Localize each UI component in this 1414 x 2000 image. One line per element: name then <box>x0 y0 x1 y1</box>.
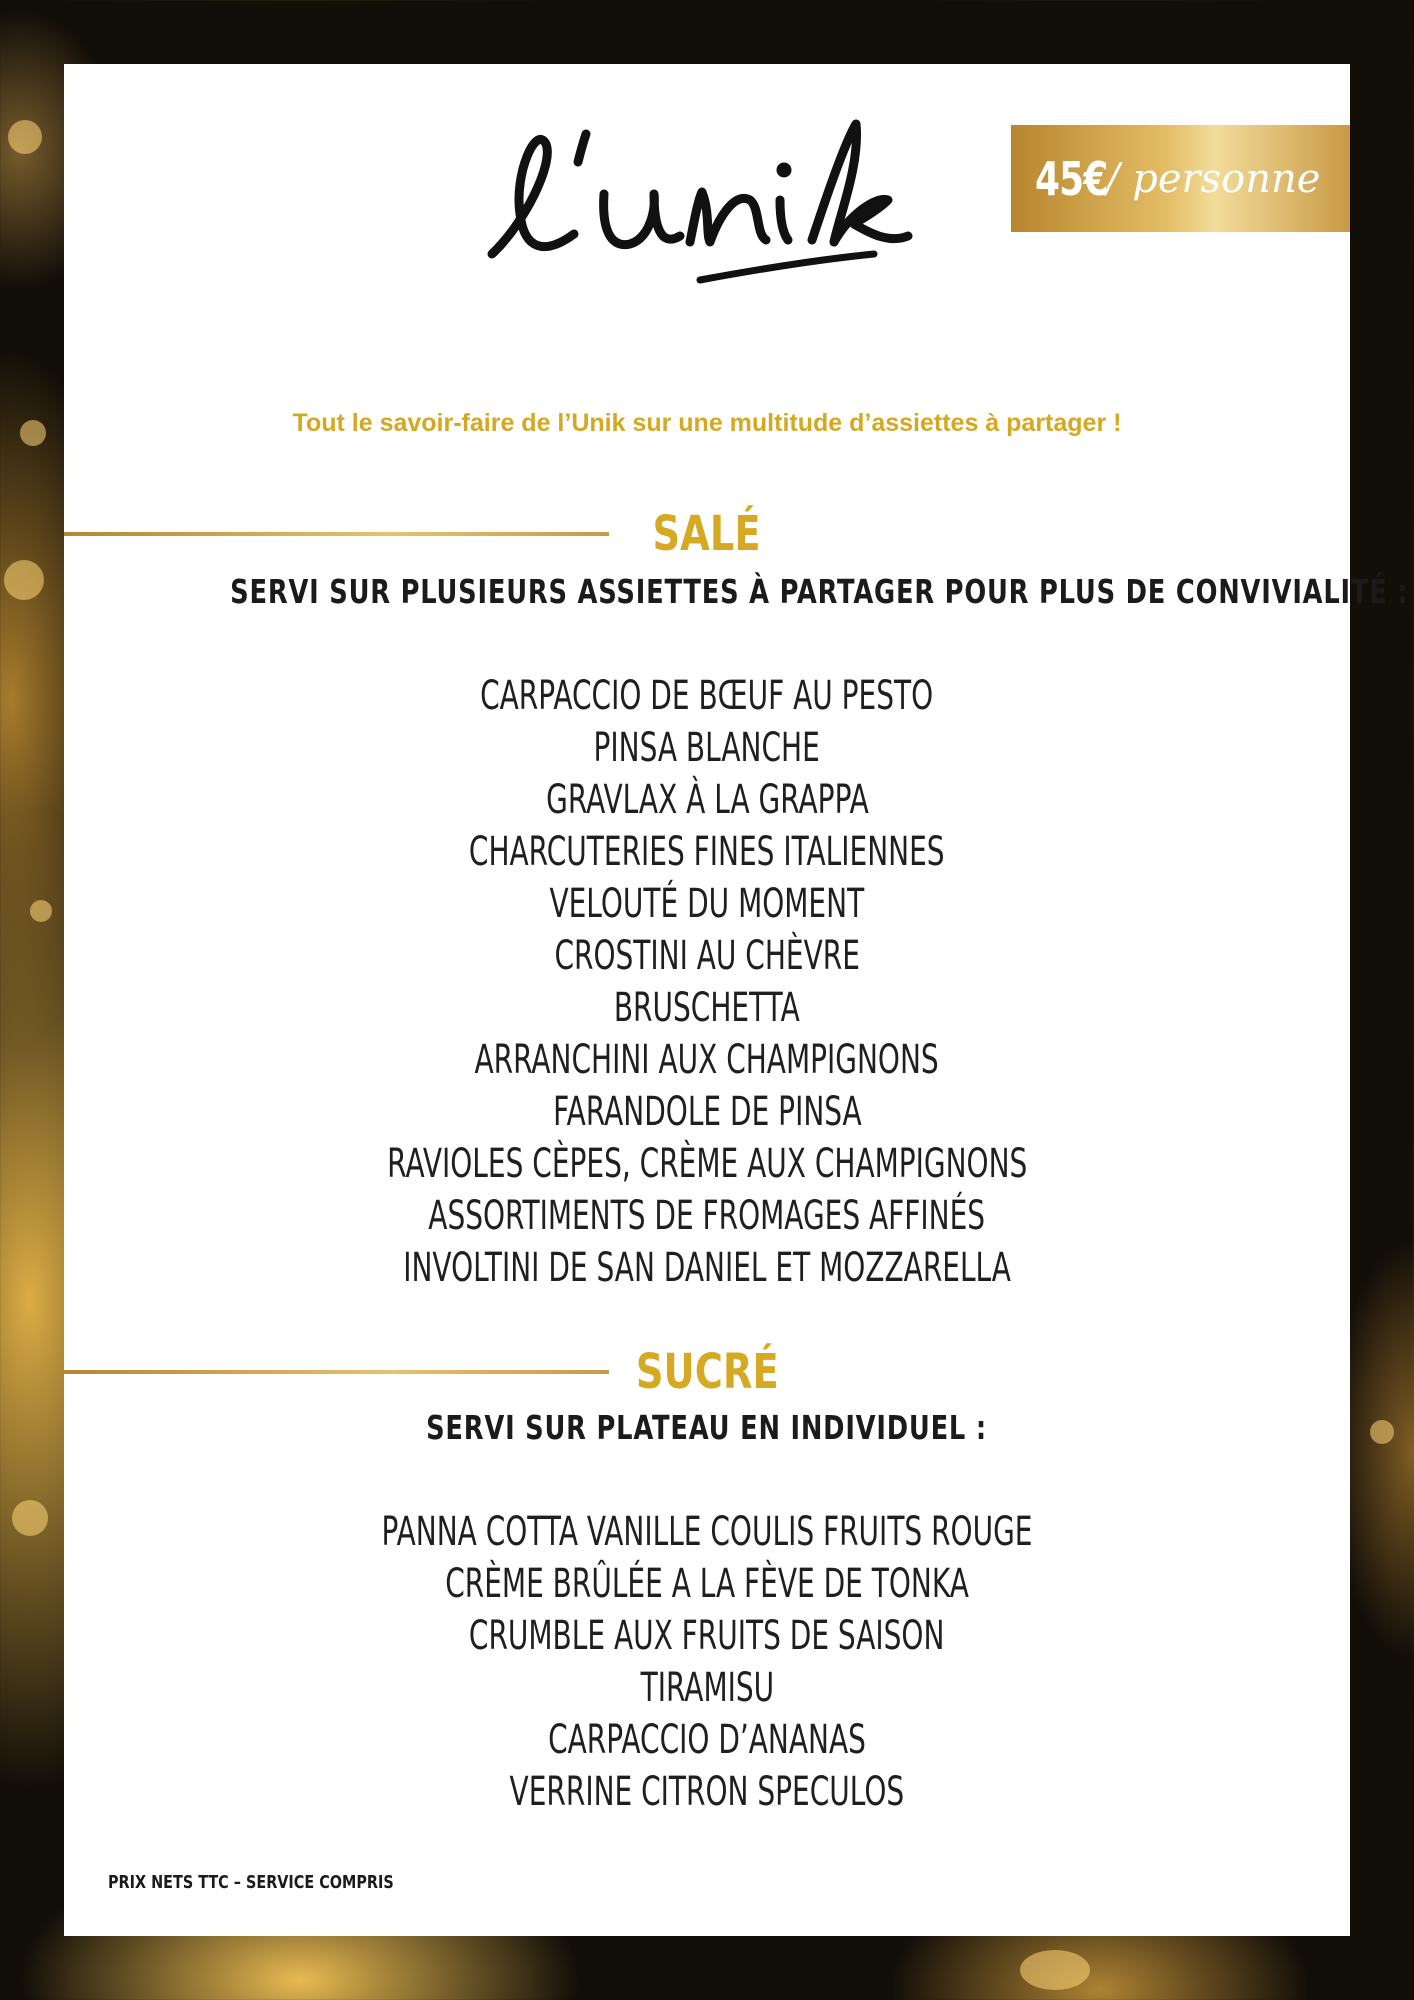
menu-item <box>64 774 1350 826</box>
menu-item-label: FARANDOLE DE PINSA <box>552 1089 862 1135</box>
menu-item <box>64 1610 1350 1662</box>
bokeh-light <box>20 420 46 446</box>
menu-item-label: CRÈME BRÛLÉE A LA FÈVE DE TONKA <box>445 1561 969 1607</box>
menu-item-label: CROSTINI AU CHÈVRE <box>554 933 860 979</box>
menu-item-label: INVOLTINI DE SAN DANIEL ET MOZZARELLA <box>403 1245 1011 1291</box>
sale-items-list <box>64 670 1350 1294</box>
page-title-text: APÉRITIVO <box>545 332 869 409</box>
bokeh-light <box>1020 1950 1090 1990</box>
menu-item-label: TIRAMISU <box>640 1665 774 1711</box>
unik-logo <box>484 104 924 284</box>
menu-item-label: CARPACCIO DE BŒUF AU PESTO <box>480 673 934 719</box>
menu-item-label: RAVIOLES CÈPES, CRÈME AUX CHAMPIGNONS <box>386 1141 1028 1187</box>
menu-item-label: ARRANCHINI AUX CHAMPIGNONS <box>474 1037 940 1083</box>
menu-item <box>64 1138 1350 1190</box>
menu-item <box>64 1034 1350 1086</box>
menu-item-label: ASSORTIMENTS DE FROMAGES AFFINÉS <box>428 1193 986 1239</box>
footer-note: PRIX NETS TTC – SERVICE COMPRIS <box>108 1872 394 1893</box>
menu-item-label: CHARCUTERIES FINES ITALIENNES <box>469 829 945 875</box>
price-amount: 45€ <box>1035 151 1108 206</box>
price-unit: / personne <box>1106 155 1321 202</box>
menu-item <box>64 1662 1350 1714</box>
menu-item <box>64 1086 1350 1138</box>
section-title-sale-text: SALÉ <box>652 506 762 562</box>
menu-item <box>64 1506 1350 1558</box>
bokeh-light <box>8 120 42 154</box>
menu-item <box>64 722 1350 774</box>
menu-item-label: PANNA COTTA VANILLE COULIS FRUITS ROUGE <box>381 1509 1033 1555</box>
bokeh-light <box>30 900 52 922</box>
price-badge <box>1011 125 1350 232</box>
bokeh-light <box>12 1500 48 1536</box>
bokeh-light <box>1370 1420 1394 1444</box>
section-title-sucre <box>64 1344 1350 1400</box>
menu-item <box>64 1190 1350 1242</box>
menu-item <box>64 930 1350 982</box>
section-subtitle-sale-text: SERVI SUR PLUSIEURS ASSIETTES À PARTAGER POUR PLUS DE CONVIVIALITÉ : <box>230 572 1409 611</box>
menu-item-label: VELOUTÉ DU MOMENT <box>549 881 865 927</box>
menu-item <box>64 826 1350 878</box>
menu-item <box>64 982 1350 1034</box>
bokeh-light <box>4 560 44 600</box>
menu-item-label: BRUSCHETTA <box>614 985 800 1031</box>
menu-item-label: PINSA BLANCHE <box>593 725 821 771</box>
tagline: Tout le savoir-faire de l’Unik sur une multitude d’assiettes à partager ! <box>292 409 1122 437</box>
menu-item-label: VERRINE CITRON SPECULOS <box>509 1769 905 1815</box>
menu-item <box>64 670 1350 722</box>
page-title <box>64 332 1350 409</box>
section-title-sucre-text: SUCRÉ <box>635 1344 779 1400</box>
menu-card <box>64 64 1409 1936</box>
section-title-sale <box>64 506 1350 562</box>
menu-item <box>64 1766 1350 1818</box>
section-subtitle-sucre-text: SERVI SUR PLATEAU EN INDIVIDUEL : <box>426 1408 988 1447</box>
menu-item-label: GRAVLAX À LA GRAPPA <box>545 777 869 823</box>
sucre-items-list <box>64 1506 1350 1818</box>
menu-item <box>64 1242 1350 1294</box>
menu-item-label: CRUMBLE AUX FRUITS DE SAISON <box>469 1613 945 1659</box>
menu-item <box>64 878 1350 930</box>
menu-item <box>64 1714 1350 1766</box>
section-subtitle-sucre <box>64 1408 1350 1447</box>
section-subtitle-sale <box>64 572 1409 611</box>
menu-item-label: CARPACCIO D’ANANAS <box>548 1717 866 1763</box>
menu-item <box>64 1558 1350 1610</box>
